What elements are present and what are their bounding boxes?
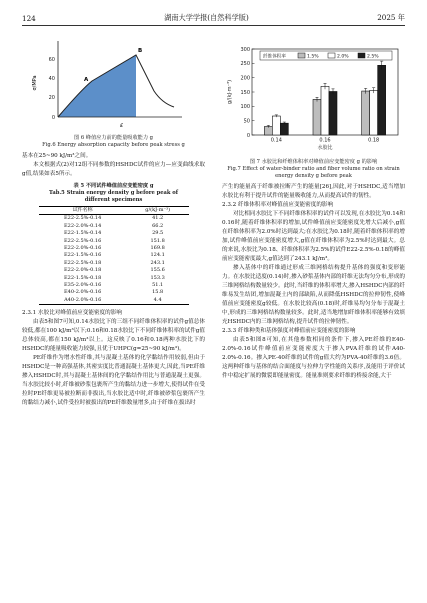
figure-7-bar-chart [222, 31, 405, 155]
point-a-label: A [84, 77, 89, 83]
section-2-3-2-heading: 2.3.2 纤维体积率对峰值前应变能密度的影响 [222, 202, 334, 208]
y-tick-label: 200 [240, 75, 250, 82]
paragraph-calc: 本文根据式(2)对12组不同参数的HSHDC试件的应力—应变曲线求取g值,结果如表5所示。 [22, 162, 205, 177]
right-column [222, 31, 405, 381]
y-tick-label: 40 [48, 76, 55, 82]
cell-specimen: E22-2.5%-0.14 [64, 215, 102, 222]
x-tick-label: 0.18 [368, 137, 380, 144]
left-column [22, 31, 205, 408]
cell-specimen: E22-2.5%-0.18 [64, 259, 102, 266]
cell-g-value: 151.8 [150, 237, 165, 244]
bar [329, 91, 337, 135]
journal-year: 2025 年 [377, 13, 405, 22]
paragraph-range: 基本在25~90 kJ/m³之间。 [22, 153, 92, 159]
table-5 [39, 206, 189, 305]
table-row [39, 267, 189, 274]
paragraph-231-1: 由表5和图7可知,0.14水胶比下的三组不同纤维体积率的试件g值总体较低,都在100 kJ/m³以下;0.16和0.18水胶比下不同纤维体积率的试件g值总体较高,都在150 kJ/m³以上。这反映了0.16和0.18两种水胶比下的HSHDC的能量吸收能力较强,且优于UHPC(g=25~90 kJ/m³)。 [22, 319, 205, 353]
cell-g-value: 243.1 [150, 259, 165, 266]
bar [280, 123, 288, 135]
paragraph-231-2: PE纤维作为增水性纤维,其与混凝土基体的化学黏结作用较弱,但由于HSHDC是一种高强基体,其密实度比普通混凝土基体更大,因此,当PE纤维掺入HSHDC时,其与混凝土基体间的化学黏结作用比与普通混凝土更强。当水胶比较小时,纤维被砂浆包裹所产生的黏结力进一步增大,使得试件在受拉时PE纤维更易被拉断而非拔出,当水胶比适中时,纤维被砂浆包裹所产生的黏结力减小,试件受拉时被拔出的PE纤维数量增多,由于纤维在拔出时 [22, 355, 205, 407]
legend-label: 1.5% [307, 54, 319, 60]
cell-g-value: 51.1 [152, 282, 164, 289]
table-row [39, 223, 189, 230]
legend-swatch [328, 53, 335, 58]
table-row [39, 215, 189, 223]
cell-g-value: 153.3 [150, 274, 165, 281]
table-row [39, 275, 189, 282]
table-row [39, 282, 189, 289]
cell-specimen: E22-2.0%-0.14 [64, 222, 102, 229]
cell-g-value: 169.8 [150, 245, 165, 252]
bar [264, 127, 272, 135]
y-tick-label: 20 [48, 95, 55, 101]
point-b-label: B [138, 48, 143, 54]
x-tick-label: 0.16 [319, 137, 331, 144]
table5-title-en: Tab.5 Strain energy density g before peak of different specimens [49, 190, 178, 203]
y-tick-label: 60 [48, 57, 55, 63]
paragraph-right-1: 产生的能量高于纤维被拉断产生的能量[26],因此,对于HSHDC,适当增加水胶比有利于提升试件的能量吸收能力,从而提高试件的韧性。 [222, 184, 405, 199]
fig7-caption-en: Fig.7 Effect of water-binder ratio and fiber volume ratio on strain energy density g before peak [227, 166, 400, 179]
cell-specimen: E22-1.5%-0.16 [64, 252, 102, 259]
table-row [39, 238, 189, 245]
bar [362, 91, 370, 135]
cell-specimen: E40-2.0%-0.16 [64, 289, 102, 296]
table-row [39, 260, 189, 267]
cell-specimen: A40-2.0%-0.16 [39, 297, 127, 305]
y-tick-label: 150 [240, 89, 250, 96]
bar [378, 65, 386, 135]
running-header [22, 9, 405, 23]
bar [370, 90, 378, 135]
section-2-3-1-heading: 2.3.1 水胶比对峰值前应变能密度的影响 [22, 310, 122, 317]
y-tick-label: 50 [243, 118, 250, 125]
legend-label: 2.5% [367, 54, 379, 60]
bar [313, 99, 321, 135]
legend-swatch [358, 53, 365, 58]
cell-g-value: 15.8 [152, 289, 164, 296]
table-row [39, 252, 189, 259]
fig7-caption-cn: 图 7 水胶比和纤维体积率对峰值前应变能密度 g 的影响 [249, 159, 378, 165]
legend-label: 2.0% [337, 54, 349, 60]
table-row [39, 297, 189, 305]
cell-specimen: E22-1.5%-0.14 [64, 230, 102, 237]
cell-g-value: 4.4 [127, 297, 189, 305]
cell-specimen: E22-2.0%-0.16 [64, 245, 102, 252]
y-tick-label: 0 [51, 115, 55, 121]
fig6-caption-cn: 图 6 峰值应力前的能量吸收能力 g [73, 135, 153, 141]
x-axis-label: ε [120, 122, 124, 129]
table-body [39, 215, 189, 305]
paragraph-232-2: 掺入基体中的纤维通过形成三维网格结构提升基体的强度和变形能力。在水胶比适度(0.14)时,掺入砂浆基体内部的纤维无法均匀分布,形成的三维网格结构数量较少。此时,当纤维的体积率增大,掺入HSHDC内部的纤维易发生结团,增加混凝土内的部缺陷,从而降低HSHDC的拉伸韧性,使峰值前应变能密度g较低。在水胶比较高(0.18)时,纤维易均匀分布于混凝土中,形成的三维网格结构数量较多。此时,适当地增加纤维体积率能够有效填充HSHDC内的三维网格结构,提升试件的拉伸韧性。 [222, 265, 405, 325]
y-axis-label: σ/MPa [32, 75, 38, 91]
x-tick-label: 0.14 [270, 137, 282, 144]
cell-specimen: E22-1.5%-0.18 [64, 274, 102, 281]
col-header-specimen: 试件名称 [39, 207, 127, 215]
cell-specimen: E22-2.0%-0.18 [64, 267, 102, 274]
figure-6 [22, 31, 205, 135]
cell-g-value: 29.5 [152, 230, 164, 237]
y-tick-label: 250 [240, 61, 250, 68]
header-rule [22, 25, 405, 26]
cell-specimen: E35-2.0%-0.16 [64, 282, 102, 289]
table-row [39, 289, 189, 296]
page-number: 124 [22, 14, 36, 23]
table5-title-cn: 表 5 不同试件峰值前应变能密度 g [73, 183, 154, 189]
cell-specimen: E22-2.5%-0.16 [64, 237, 102, 244]
bar [321, 86, 329, 135]
energy-area [58, 55, 136, 117]
col-header-g: g/(kJ·m⁻³) [127, 207, 189, 215]
x-axis-label: 水胶比 [317, 145, 333, 151]
stress-strain-figure [22, 31, 205, 135]
legend-swatch [298, 53, 305, 58]
section-2-3-3-heading: 2.3.3 纤维种类和基体强度对峰值前应变能密度的影响 [222, 328, 356, 334]
cell-g-value: 66.2 [152, 222, 164, 229]
cell-g-value: 155.6 [150, 267, 165, 274]
legend-title: 纤维体积率 [263, 54, 286, 60]
bar [272, 116, 280, 135]
y-tick-label: 300 [240, 46, 250, 53]
paragraph-232-1: 对比相同水胶比下不同纤维体积率的试件可以发现,在水胶比为0.14和0.16时,随着纤维体积率的增加,试件峰值前应变能密度先增大后减小,g值在纤维体积率为2.0%时达到最大;在水胶比为0.18时,随着纤维体积率的增加,试件峰值前应变能密度增大,g值在纤维体积率为2.5%时达到最大。总的来说,水胶比为0.18、纤维体积率为2.5%的试件E22-2.5%-0.18的峰值前应变能密度最大,g值达到了243.1 kJ/m³。 [222, 211, 405, 262]
cell-g-value: 124.1 [150, 252, 165, 259]
table-row [39, 230, 189, 237]
y-tick-label: 100 [240, 104, 250, 111]
paragraph-233: 由表5和图8可知,在其他参数相同的条件下,掺入PE纤维的E40-2.0%-0.16试件峰值前应变能密度大于掺入PVA纤维的试件A40-2.0%-0.16。掺入PE-40纤维的试件的g值大约为PVA-40纤维的3.6倍。这两种纤维与基体的结合面能度与拉伸力学性能的关系序,及能用于评价试件中稳定扩展的微裂即能量密度。能量准则要求纤维的桥接余能,大于 [222, 337, 405, 379]
table-header-row [39, 207, 189, 215]
journal-name: 湖南大学学报(自然科学版) [164, 13, 249, 22]
table-row [39, 245, 189, 252]
y-tick-label: 0 [246, 132, 250, 139]
fig6-caption-en: Fig.6 Energy absorption capacity before peak stress g [42, 142, 185, 148]
cell-g-value: 41.2 [152, 215, 164, 222]
y-axis-label: g/(kJ·m⁻³) [227, 79, 233, 105]
